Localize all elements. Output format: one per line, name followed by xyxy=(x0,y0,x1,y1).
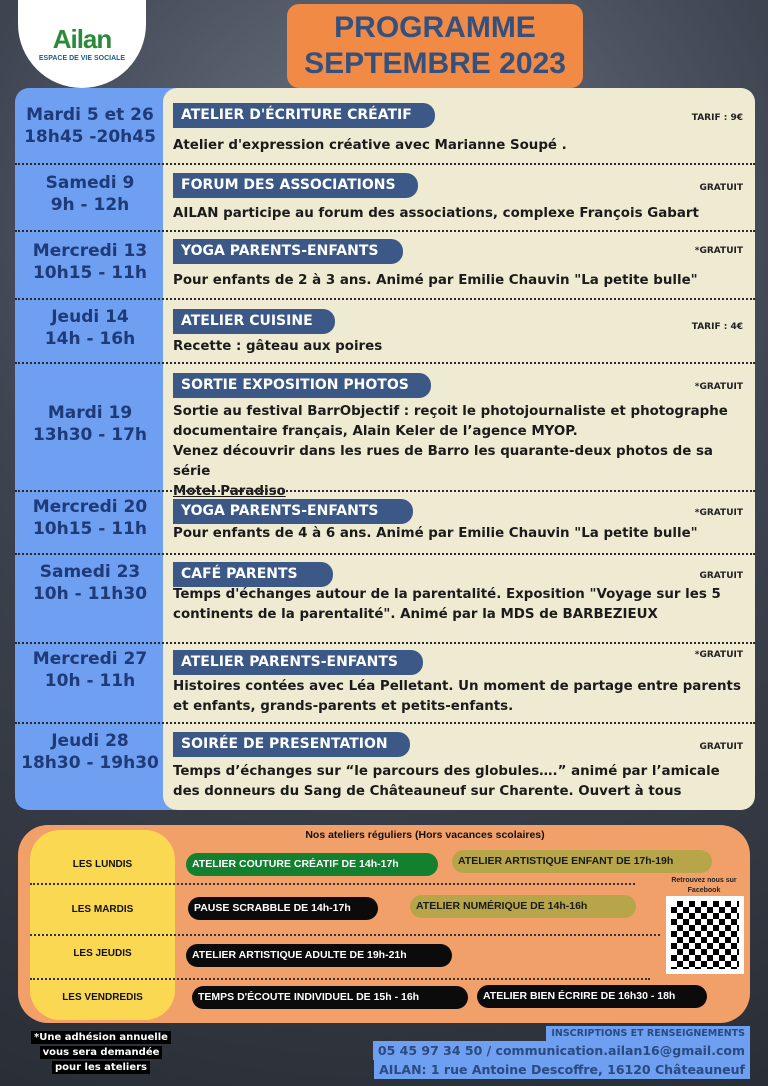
description-text: Temps d'échanges autour de la parentalité. Exposition "Voyage sur les 5 continents de la parentalité". Animé par la MDS de BARBEZIEUX xyxy=(173,587,721,622)
event-date xyxy=(15,306,165,350)
series-link[interactable]: Motel Paradiso xyxy=(173,484,286,499)
event-price: GRATUIT xyxy=(699,571,743,581)
event-time: 10h15 - 11h xyxy=(32,519,148,539)
note-line: pour les ateliers xyxy=(52,1061,150,1074)
event-date xyxy=(15,240,165,284)
workshop-ecoute: TEMPS D'ÉCOUTE INDIVIDUEL DE 15h - 16h xyxy=(192,986,468,1009)
event-title-pill: YOGA PARENTS-ENFANTS xyxy=(173,499,413,524)
description-text: AILAN participe au forum des associations, complexe François Gabart xyxy=(173,206,699,221)
event-description xyxy=(173,524,743,544)
divider xyxy=(30,883,635,885)
event-time: 10h15 - 11h xyxy=(32,263,148,283)
divider xyxy=(30,934,660,936)
description-text: Temps d’échanges sur “le parcours des globules….” animé par l’amicale des donneurs du Sang de Châteauneuf sur Charente. Ouvert à tous xyxy=(173,764,720,799)
workshop-artistique-adulte: ATELIER ARTISTIQUE ADULTE DE 19h-21h xyxy=(186,944,452,967)
facebook-qr-code[interactable] xyxy=(666,896,744,974)
event-title-pill: ATELIER D'ÉCRITURE CRÉATIF xyxy=(173,103,435,128)
logo-mark: Ailan xyxy=(52,24,112,54)
event-date xyxy=(15,648,165,692)
event-day: Samedi 23 xyxy=(39,562,141,582)
workshop-couture: ATELIER COUTURE CRÉATIF DE 14h-17h xyxy=(186,853,438,876)
event-description xyxy=(173,136,743,156)
title-line-2: SEPTEMBRE 2023 xyxy=(304,47,566,80)
workshop-scrabble: PAUSE SCRABBLE DE 14h-17h xyxy=(188,897,378,920)
description-text: Venez découvrir dans les rues de Barro les quarante-deux photos de sa série xyxy=(173,444,713,479)
note-line: *Une adhésion annuelle xyxy=(31,1031,171,1044)
event-time: 18h45 -20h45 xyxy=(24,127,156,147)
event-title-pill: FORUM DES ASSOCIATIONS xyxy=(173,173,418,198)
event-price: *GRATUIT xyxy=(694,650,743,660)
contact-heading: INSCRIPTIONS ET RENSEIGNEMENTS xyxy=(546,1026,750,1041)
event-title-pill: ATELIER PARENTS-ENFANTS xyxy=(173,650,423,675)
row-divider xyxy=(15,553,755,555)
day-label: LES LUNDIS xyxy=(72,859,133,870)
event-day: Mercredi 13 xyxy=(32,241,148,261)
event-price: GRATUIT xyxy=(699,183,743,193)
description-text: Sortie au festival BarrObjectif : reçoit le photojournaliste et photographe documentaire français, Alain Keler de l’agence MYOP. xyxy=(173,404,728,439)
event-date xyxy=(15,730,165,774)
contact-box xyxy=(373,1024,750,1079)
event-time: 18h30 - 19h30 xyxy=(21,753,159,773)
event-price: *GRATUIT xyxy=(694,508,743,518)
row-divider xyxy=(15,230,755,232)
event-day: Jeudi 28 xyxy=(51,731,129,751)
event-description xyxy=(173,762,743,802)
description-text: Pour enfants de 4 à 6 ans. Animé par Emilie Chauvin "La petite bulle" xyxy=(173,526,698,541)
event-price: GRATUIT xyxy=(699,742,743,752)
event-day: Mercredi 27 xyxy=(32,649,148,669)
ailan-logo xyxy=(18,0,146,88)
day-label: LES MARDIS xyxy=(71,904,134,915)
day-label: LES JEUDIS xyxy=(73,948,132,959)
event-date xyxy=(15,172,165,216)
event-time: 14h - 16h xyxy=(44,329,136,349)
event-time: 10h - 11h30 xyxy=(32,584,148,604)
facebook-label: Retrouvez nous sur Facebook xyxy=(671,877,737,894)
divider xyxy=(30,978,650,980)
event-time: 9h - 12h xyxy=(50,195,130,215)
day-label: LES VENDREDIS xyxy=(62,992,143,1003)
page-title xyxy=(287,4,583,88)
description-text: Recette : gâteau aux poires xyxy=(173,339,383,354)
event-title-pill: ATELIER CUISINE xyxy=(173,309,335,334)
event-day: Samedi 9 xyxy=(45,173,135,193)
event-day: Jeudi 14 xyxy=(51,307,129,327)
event-time: 10h - 11h xyxy=(44,671,136,691)
event-price: *GRATUIT xyxy=(694,246,743,256)
row-divider xyxy=(15,722,755,724)
description-text: Pour enfants de 2 à 3 ans. Animé par Emilie Chauvin "La petite bulle" xyxy=(173,273,698,288)
event-title-pill: YOGA PARENTS-ENFANTS xyxy=(173,239,403,264)
regular-workshops-title: Nos ateliers réguliers (Hors vacances scolaires) xyxy=(305,829,545,841)
workshop-artistique-enfant: ATELIER ARTISTIQUE ENFANT DE 17h-19h xyxy=(452,850,712,873)
membership-note xyxy=(30,1030,172,1075)
event-date xyxy=(15,496,165,540)
event-description xyxy=(173,204,743,224)
contact-phone-email[interactable]: 05 45 97 34 50 / communication.ailan16@gmail.com xyxy=(373,1041,750,1060)
workshop-numerique: ATELIER NUMÉRIQUE DE 14h-16h xyxy=(410,895,636,918)
event-date xyxy=(15,402,165,446)
description-text: Atelier d'expression créative avec Marianne Soupé . xyxy=(173,138,567,153)
event-description xyxy=(173,271,743,291)
event-title-pill: SOIRÉE DE PRESENTATION xyxy=(173,732,410,757)
event-description xyxy=(173,585,743,625)
row-divider xyxy=(15,362,755,364)
event-time: 13h30 - 17h xyxy=(32,425,148,445)
row-divider xyxy=(15,642,755,644)
event-price: *GRATUIT xyxy=(694,382,743,392)
event-description xyxy=(173,337,743,357)
row-divider xyxy=(15,298,755,300)
event-description xyxy=(173,402,743,502)
event-price: TARIF : 4€ xyxy=(691,322,743,332)
event-price: TARIF : 9€ xyxy=(691,113,743,123)
row-divider xyxy=(15,163,755,165)
description-text: Histoires contées avec Léa Pelletant. Un moment de partage entre parents et enfants, grands-parents et petits-enfants. xyxy=(173,679,741,714)
event-date xyxy=(15,561,165,605)
title-line-1: PROGRAMME xyxy=(334,11,536,44)
event-date xyxy=(15,104,165,148)
event-day: Mardi 5 et 26 xyxy=(26,105,154,125)
event-title-pill: CAFÉ PARENTS xyxy=(173,562,333,587)
logo-subtitle: ESPACE DE VIE SOCIALE xyxy=(38,55,126,62)
event-description xyxy=(173,677,743,717)
note-line: vous sera demandée xyxy=(40,1046,163,1059)
workshop-bien-ecrire: ATELIER BIEN ÉCRIRE DE 16h30 - 18h xyxy=(477,985,707,1008)
event-title-pill: SORTIE EXPOSITION PHOTOS xyxy=(173,373,431,398)
event-day: Mardi 19 xyxy=(47,403,133,423)
event-day: Mercredi 20 xyxy=(32,497,148,517)
contact-address: AILAN: 1 rue Antoine Descoffre, 16120 Châteauneuf xyxy=(374,1060,750,1079)
row-divider xyxy=(15,490,755,492)
